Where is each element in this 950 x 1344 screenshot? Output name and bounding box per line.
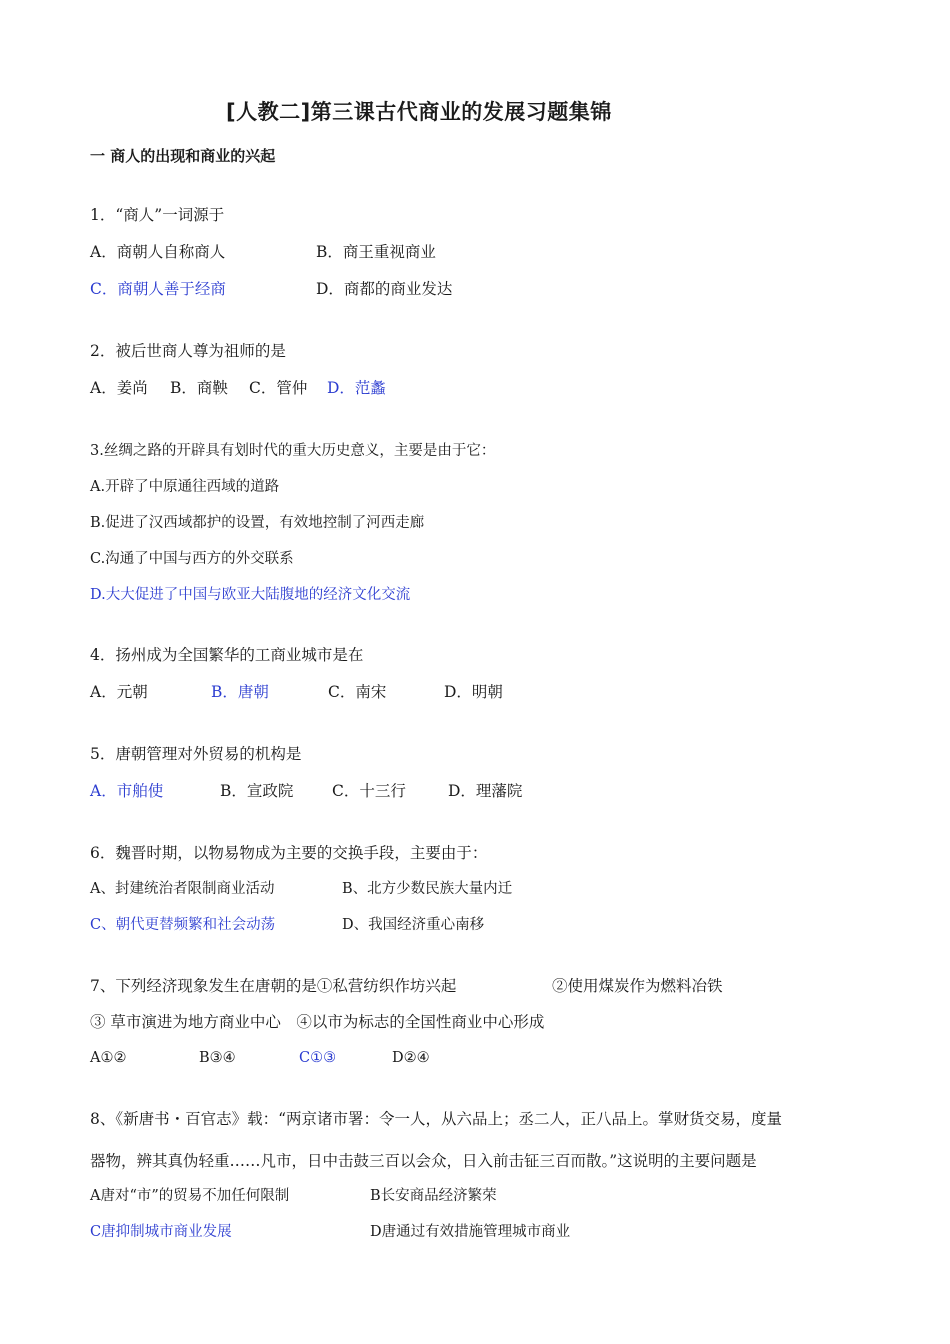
document-title: [人教二]第三课古代商业的发展习题集锦 — [226, 100, 612, 124]
question-7-stem-part2: ②使用煤炭作为燃料冶铁 — [552, 977, 723, 995]
question-8-stem: 8、《新唐书・百官志》载：“两京诸市署：令一人，从六品上；丞二人，正八品上。掌财货交易，度量 — [90, 1110, 783, 1128]
question-8-option-a: A唐对“市”的贸易不加任何限制 — [90, 1188, 290, 1204]
question-4-stem: 4．扬州成为全国繁华的工商业城市是在 — [90, 646, 364, 664]
question-3-option-b: B.促进了汉西域都护的设置，有效地控制了河西走廊 — [90, 515, 425, 531]
question-3-option-d: D.大大促进了中国与欧亚大陆腹地的经济文化交流 — [90, 587, 411, 603]
section-heading: 一 商人的出现和商业的兴起 — [90, 147, 276, 165]
question-7-option-c: C①③ — [299, 1050, 337, 1066]
question-8-stem-part2: 器物，辨其真伪轻重……凡市，日中击鼓三百以会众，日入前击钲三百而散。”这说明的主要问题是 — [90, 1152, 757, 1170]
question-1-option-c: C．商朝人善于经商 — [90, 280, 226, 298]
question-8-option-b: B长安商品经济繁荣 — [370, 1188, 497, 1204]
question-1-option-d: D．商都的商业发达 — [316, 280, 453, 298]
question-7-stem: 7、下列经济现象发生在唐朝的是①私营纺织作坊兴起 — [90, 977, 457, 995]
question-5-option-c: C．十三行 — [332, 782, 406, 800]
question-3-option-a: A.开辟了中原通往西域的道路 — [90, 479, 280, 495]
question-7-option-b: B③④ — [199, 1050, 236, 1066]
question-1-stem: 1．“商人”一词源于 — [90, 206, 225, 224]
question-3-option-c: C.沟通了中国与西方的外交联系 — [90, 551, 294, 567]
question-5-option-b: B．宣政院 — [220, 782, 294, 800]
question-5-stem: 5．唐朝管理对外贸易的机构是 — [90, 745, 302, 763]
question-4-option-a: A．元朝 — [90, 683, 148, 701]
question-4-option-c: C．南宋 — [328, 683, 387, 701]
question-2-stem: 2．被后世商人尊为祖师的是 — [90, 342, 286, 360]
question-6-stem: 6．魏晋时期，以物易物成为主要的交换手段，主要由于： — [90, 844, 488, 862]
question-5-option-a: A．市舶使 — [90, 782, 164, 800]
question-5-option-d: D．理藩院 — [448, 782, 523, 800]
question-7-stem-part3: ③ 草市演进为地方商业中心 ④以市为标志的全国性商业中心形成 — [90, 1013, 545, 1031]
question-2-option-c: C．管仲 — [249, 379, 308, 397]
question-1-option-b: B．商王重视商业 — [316, 243, 436, 261]
question-6-option-c: C、朝代更替频繁和社会动荡 — [90, 917, 276, 933]
question-8-option-d: D唐通过有效措施管理城市商业 — [370, 1224, 571, 1240]
question-2-option-d: D．范蠡 — [327, 379, 386, 397]
question-7-option-d: D②④ — [392, 1050, 430, 1066]
question-8-option-c: C唐抑制城市商业发展 — [90, 1224, 232, 1240]
question-2-option-b: B．商鞅 — [170, 379, 228, 397]
question-1-option-a: A．商朝人自称商人 — [90, 243, 226, 261]
question-2-option-a: A．姜尚 — [90, 379, 148, 397]
question-4-option-d: D．明朝 — [444, 683, 503, 701]
question-6-option-b: B、北方少数民族大量内迁 — [342, 881, 513, 897]
question-3-stem: 3.丝绸之路的开辟具有划时代的重大历史意义，主要是由于它： — [90, 443, 496, 459]
question-4-option-b: B．唐朝 — [211, 683, 269, 701]
question-7-option-a: A①② — [90, 1050, 127, 1066]
question-6-option-d: D、我国经济重心南移 — [342, 917, 485, 933]
question-6-option-a: A、封建统治者限制商业活动 — [90, 881, 275, 897]
